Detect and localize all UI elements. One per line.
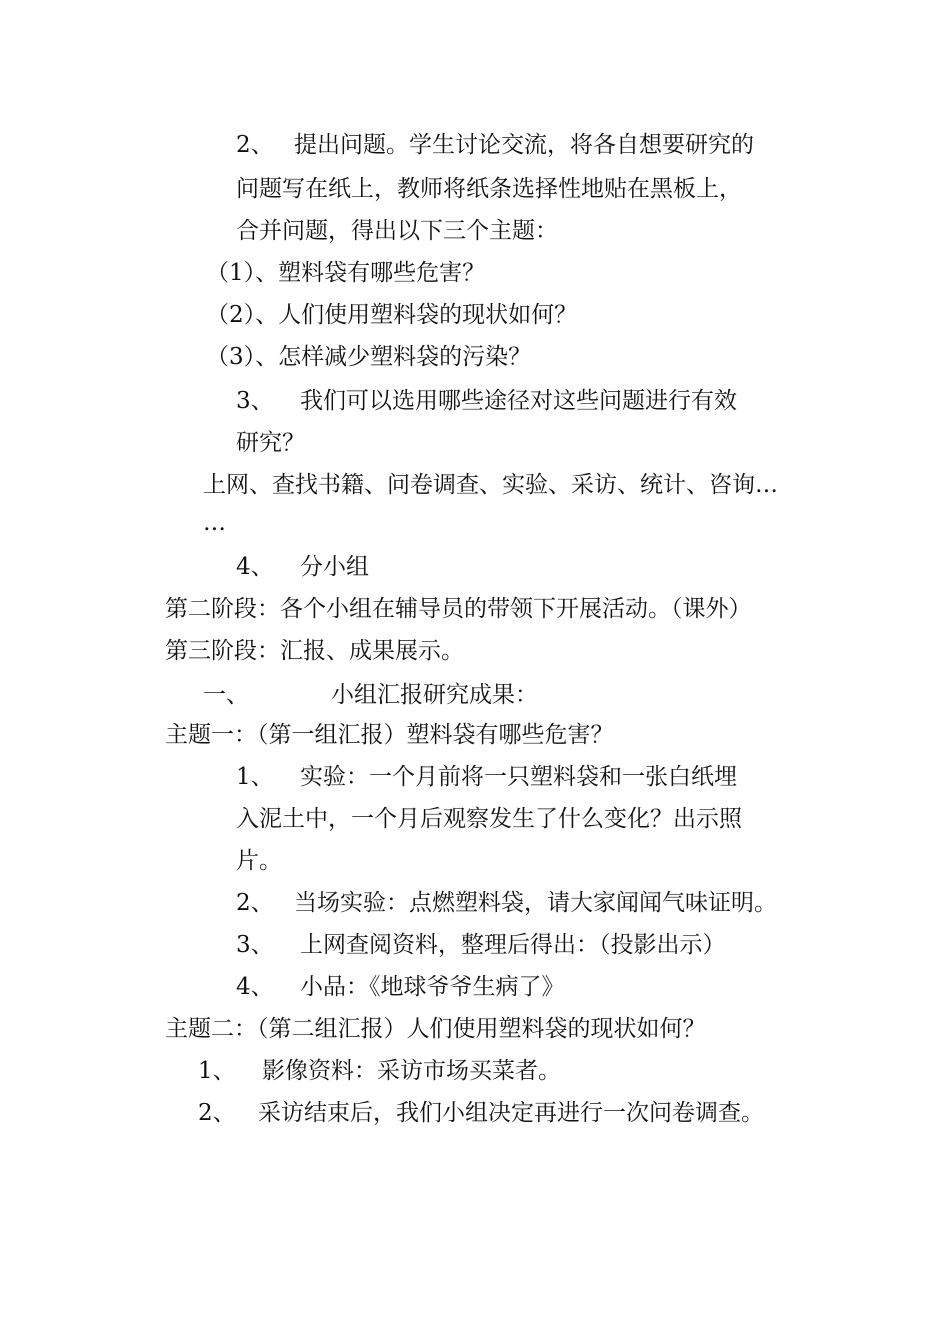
section-heading [203, 680, 538, 710]
paragraph-line: 研究？ [236, 430, 305, 456]
list-number: 2、 [236, 890, 274, 916]
topic-item-1: （1）、塑料袋有哪些危害？ [206, 260, 486, 286]
paragraph-text: 采访结束后，我们小组决定再进行一次问卷调查。 [258, 1100, 764, 1126]
paragraph-text: 小品：《地球爷爷生病了》 [300, 974, 565, 1000]
topic-item-2: （2）、人们使用塑料袋的现状如何？ [206, 302, 578, 328]
list-number: 3、 [236, 388, 274, 414]
topic-2-item-1 [198, 1056, 561, 1086]
list-number: 4、 [236, 974, 274, 1000]
paragraph-text: 当场实验：点燃塑料袋，请大家闻闻气味证明。 [294, 890, 777, 916]
paragraph-line: … [203, 510, 226, 536]
topic-2-heading: 主题二：（第二组汇报）人们使用塑料袋的现状如何？ [165, 1016, 706, 1042]
list-number: 1、 [198, 1058, 236, 1084]
paragraph-text: 我们可以选用哪些途径对这些问题进行有效 [300, 388, 737, 414]
list-number: 3、 [236, 932, 274, 958]
topic-1-heading: 主题一：（第一组汇报）塑料袋有哪些危害？ [165, 722, 614, 748]
paragraph-text: 上网查阅资料，整理后得出：（投影出示） [300, 932, 726, 958]
topic-1-item-2 [236, 888, 777, 918]
paragraph-text: 分小组 [300, 554, 369, 580]
step-4-line [236, 552, 369, 582]
topic-1-item-3 [236, 930, 726, 960]
list-number: 4、 [236, 554, 274, 580]
paragraph-line: 片。 [236, 848, 282, 874]
paragraph-line: 合并问题，得出以下三个主题： [236, 218, 558, 244]
topic-item-3: （3）、怎样减少塑料袋的污染？ [206, 344, 532, 370]
step-2-line [236, 130, 754, 160]
list-number: 1、 [236, 764, 274, 790]
paragraph-line: 问题写在纸上，教师将纸条选择性地贴在黑板上， [236, 176, 742, 202]
list-number: 2、 [198, 1100, 236, 1126]
paragraph-text: 小组汇报研究成果： [331, 682, 538, 708]
paragraph-text: 实验：一个月前将一只塑料袋和一张白纸埋 [300, 764, 737, 790]
stage-2-heading: 第二阶段：各个小组在辅导员的带领下开展活动。（课外） [165, 596, 752, 622]
paragraph-text: 提出问题。学生讨论交流，将各自想要研究的 [294, 132, 754, 158]
list-number: 2、 [236, 132, 274, 158]
paragraph-line: 上网、查找书籍、问卷调查、实验、采访、统计、咨询… [203, 472, 778, 498]
stage-3-heading: 第三阶段：汇报、成果展示。 [165, 638, 464, 664]
step-3-line [236, 386, 737, 416]
paragraph-text: 影像资料：采访市场买菜者。 [262, 1058, 561, 1084]
topic-2-item-2 [198, 1098, 764, 1128]
paragraph-line: 入泥土中，一个月后观察发生了什么变化？出示照 [236, 806, 742, 832]
topic-1-item-1 [236, 762, 737, 792]
list-number: 一、 [203, 682, 249, 708]
topic-1-item-4 [236, 972, 565, 1002]
